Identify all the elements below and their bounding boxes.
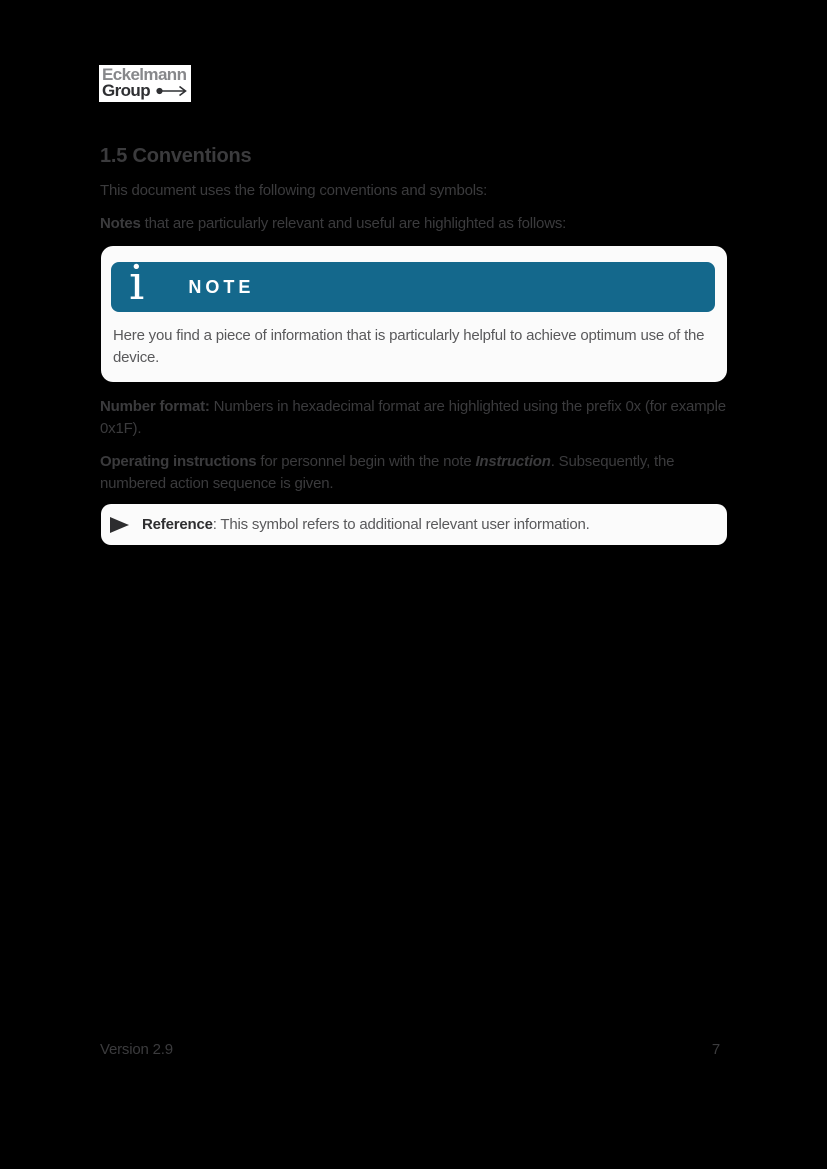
notes-lead-text: Notes bbox=[100, 215, 141, 232]
logo-group-text: Group bbox=[102, 81, 150, 100]
note-title: NOTE bbox=[188, 276, 255, 297]
logo bbox=[99, 65, 191, 102]
number-format-paragraph bbox=[100, 396, 732, 440]
operating-rest-text: . Subsequently, the numbered action sequence is given. bbox=[100, 453, 675, 492]
number-format-rest-text: Numbers in hexadecimal format are highlighted using the prefix 0x (for example 0x1F). bbox=[100, 398, 726, 437]
reference-callout bbox=[101, 504, 727, 545]
number-format-lead-text: Number format: bbox=[100, 398, 210, 415]
footer-version: Version 2.9 bbox=[100, 1041, 173, 1058]
operating-instructions-paragraph bbox=[100, 451, 732, 495]
section-heading: 1.5 Conventions bbox=[100, 145, 252, 167]
operating-emphasis-text: Instruction bbox=[475, 453, 551, 470]
operating-lead-text: Operating instructions bbox=[100, 453, 257, 470]
reference-label-text: Reference bbox=[142, 515, 213, 533]
logo-arrow-icon bbox=[155, 85, 188, 97]
note-callout bbox=[101, 246, 727, 382]
reference-rest-text: : This symbol refers to additional relevant user information. bbox=[212, 515, 590, 533]
footer-page-number: 7 bbox=[711, 1041, 720, 1058]
reference-arrow-icon bbox=[110, 517, 129, 533]
notes-paragraph bbox=[100, 213, 732, 235]
notes-rest-text: that are particularly relevant and useful are highlighted as follows: bbox=[140, 215, 567, 232]
reference-text bbox=[142, 516, 590, 534]
logo-line-group bbox=[102, 83, 188, 99]
note-body-text: Here you find a piece of information that is particularly helpful to achieve optimum use of the device. bbox=[113, 327, 705, 366]
info-icon: i bbox=[129, 255, 145, 311]
operating-mid-text: for personnel begin with the note bbox=[256, 453, 476, 470]
page-footer bbox=[100, 1040, 720, 1060]
note-callout-header bbox=[111, 255, 715, 312]
intro-text: This document uses the following conventions and symbols: bbox=[100, 182, 488, 199]
logo-line-eckelmann: Eckelmann bbox=[102, 65, 187, 84]
intro-paragraph bbox=[100, 180, 732, 202]
